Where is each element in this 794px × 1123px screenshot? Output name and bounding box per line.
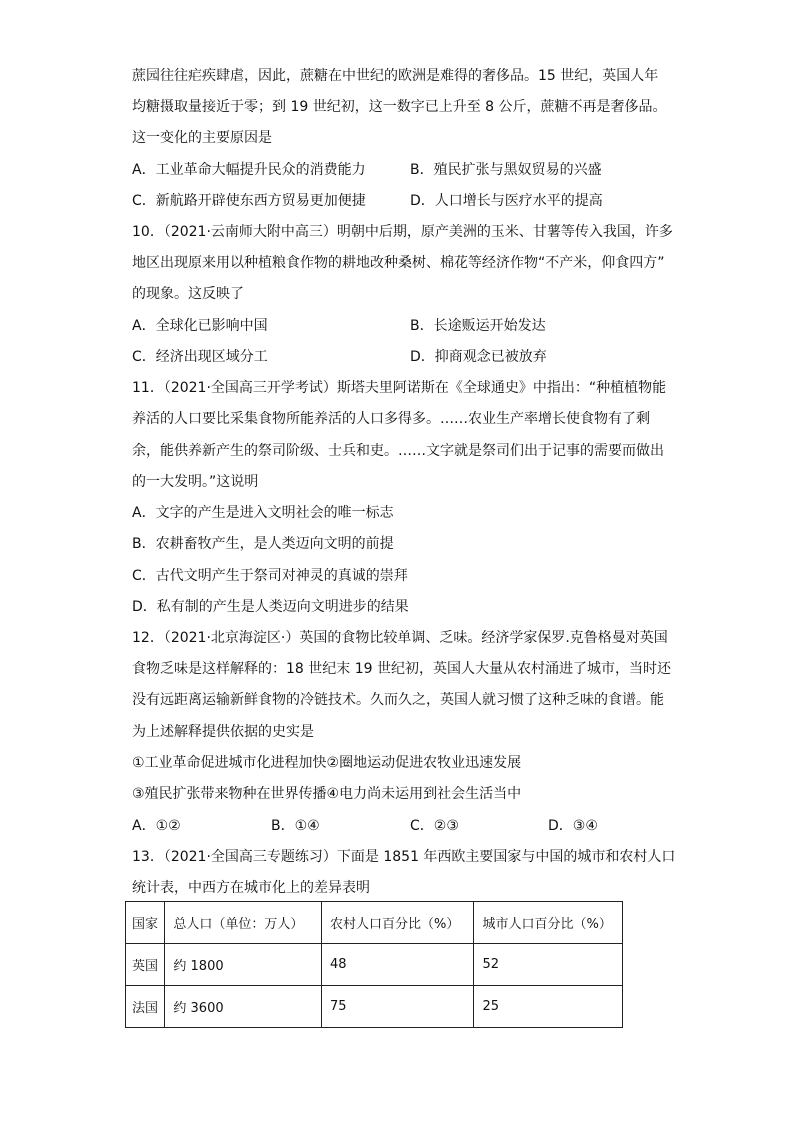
option-a: A．工业革命大幅提升民众的消费能力 (132, 162, 366, 178)
table-cell: 48 (321, 944, 474, 986)
q12-option-b: B．①④ (271, 818, 320, 834)
table-header-cell: 国家 (126, 902, 165, 944)
population-table (125, 901, 623, 1028)
q12-statements: ③殖民扩张带来物种在世界传播④电力尚未运用到社会生活当中 (132, 786, 522, 802)
question-12-text: 12．（2021·北京海淀区·）英国的食物比较单调、乏味。经济学家保罗.克鲁格曼对英国 (132, 630, 668, 646)
question-12-text: 没有远距离运输新鲜食物的冷链技术。久而久之，英国人就习惯了这种乏味的食谱。能 (132, 692, 664, 708)
table-cell: 法国 (126, 986, 165, 1028)
table-row (126, 986, 623, 1028)
option-b: B．殖民扩张与黑奴贸易的兴盛 (410, 162, 602, 178)
q10-option-a: A．全球化已影响中国 (132, 318, 268, 334)
q12-option-c: C．②③ (410, 818, 459, 834)
table-cell: 52 (474, 944, 623, 986)
q10-option-d: D．抑商观念已被放弃 (410, 349, 547, 365)
table-cell: 75 (321, 986, 474, 1028)
question-10-text: 的现象。这反映了 (132, 286, 244, 302)
question-11-text: 养活的人口要比采集食物所能养活的人口多得多。……农业生产率增长使食物有了剩 (132, 411, 650, 427)
question-10-text: 地区出现原来用以种植粮食作物的耕地改种桑树、棉花等经济作物“不产米，仰食四方” (132, 255, 665, 271)
question-text-line: 这一变化的主要原因是 (132, 130, 272, 146)
question-text-line: 蔗园往往疟疾肆虐，因此，蔗糖在中世纪的欧洲是难得的奢侈品。15 世纪，英国人年 (132, 68, 659, 84)
q10-option-b: B．长途贩运开始发达 (410, 318, 546, 334)
question-12-text: 食物乏味是这样解释的：18 世纪末 19 世纪初，英国人大量从农村涌进了城市，当时还 (132, 661, 671, 677)
q11-option-a: A．文字的产生是进入文明社会的唯一标志 (132, 505, 394, 521)
question-12-text: 为上述解释提供依据的史实是 (132, 724, 314, 740)
table-header-row (126, 902, 623, 944)
option-d: D．人口增长与医疗水平的提高 (410, 193, 603, 209)
table-header-cell: 总人口（单位：万人） (165, 902, 322, 944)
question-text-line: 均糖摄取量接近于零；到 19 世纪初，这一数字已上升至 8 公斤，蔗糖不再是奢侈品。 (132, 99, 667, 115)
table-cell: 约 1800 (165, 944, 322, 986)
table-row (126, 944, 623, 986)
table-cell: 25 (474, 986, 623, 1028)
question-13-text: 13．（2021·全国高三专题练习）下面是 1851 年西欧主要国家与中国的城市和农村人口 (132, 849, 676, 865)
q12-statements: ①工业革命促进城市化进程加快②圈地运动促进农牧业迅速发展 (132, 755, 522, 771)
table-cell: 英国 (126, 944, 165, 986)
q11-option-c: C．古代文明产生于祭司对神灵的真诚的崇拜 (132, 568, 408, 584)
question-11-text: 余，能供养新产生的祭司阶级、士兵和吏。……文字就是祭司们出于记事的需要而做出 (132, 443, 664, 459)
table-header-cell: 农村人口百分比（%） (321, 902, 474, 944)
option-c: C．新航路开辟使东西方贸易更加便捷 (132, 193, 366, 209)
q10-option-c: C．经济出现区域分工 (132, 349, 268, 365)
table-cell: 约 3600 (165, 986, 322, 1028)
question-11-text: 的一大发明。”这说明 (132, 474, 259, 490)
question-11-text: 11．（2021·全国高三开学考试）斯塔夫里阿诺斯在《全球通史》中指出：“种植植物能 (132, 380, 667, 396)
question-10-text: 10．（2021·云南师大附中高三）明朝中后期，原产美洲的玉米、甘薯等传入我国，许多 (132, 224, 673, 240)
table-header-cell: 城市人口百分比（%） (474, 902, 623, 944)
q11-option-d: D．私有制的产生是人类迈向文明进步的结果 (132, 599, 409, 615)
q11-option-b: B．农耕畜牧产生，是人类迈向文明的前提 (132, 536, 394, 552)
q12-option-d: D．③④ (548, 818, 598, 834)
question-13-text: 统计表，中西方在城市化上的差异表明 (132, 880, 370, 896)
q12-option-a: A．①② (132, 818, 181, 834)
